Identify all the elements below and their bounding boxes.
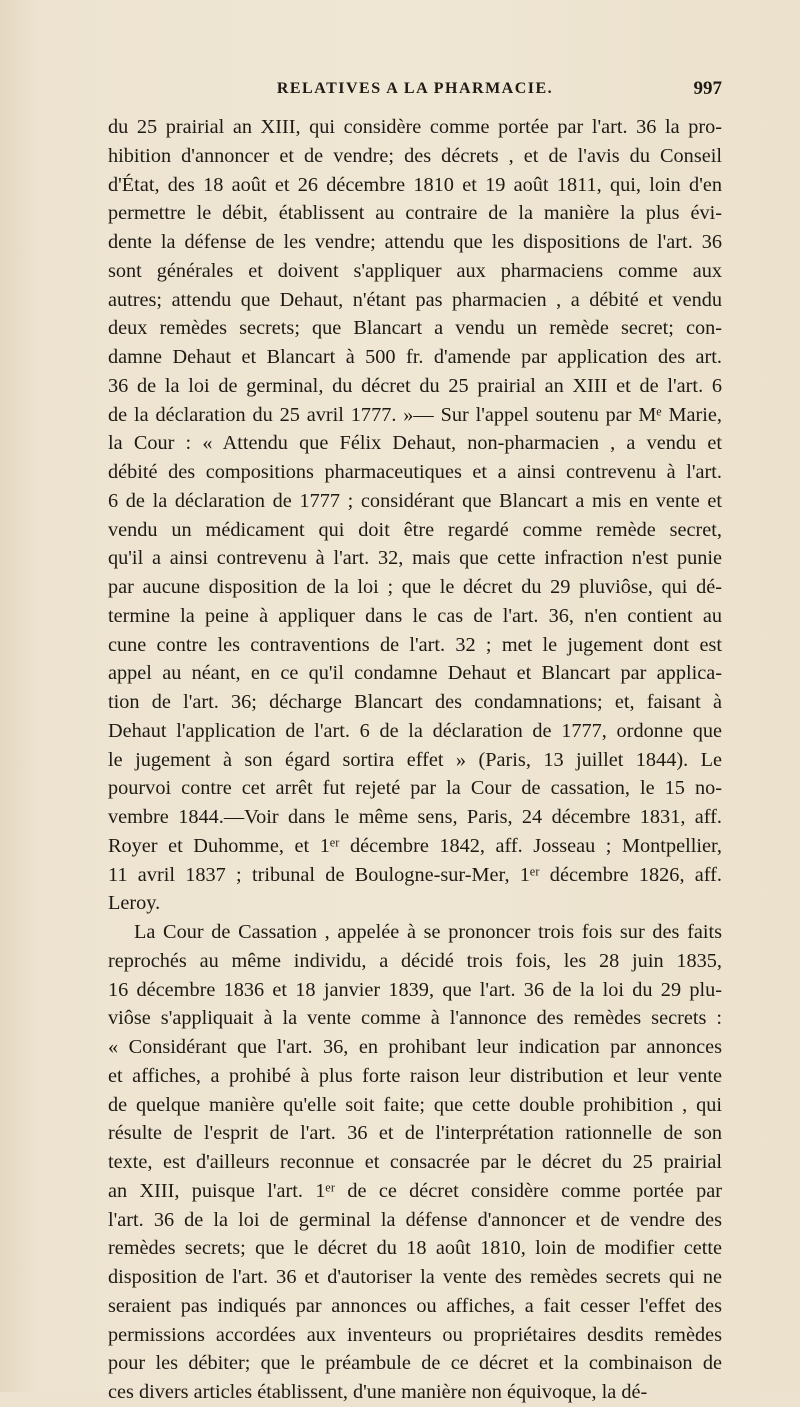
text-line: résulte de l'esprit de l'art. 36 et de l'interprétation rationnelle de son — [108, 1122, 722, 1145]
text-line: autres; attendu que Dehaut, n'étant pas pharmacien , a débité et vendu — [108, 288, 722, 311]
text-line: débité des compositions pharmaceutiques et a ainsi contrevenu à l'art. — [108, 461, 722, 483]
text-line: le jugement à son égard sortira effet » (Paris, 13 juillet 1844). Le — [108, 748, 722, 771]
text-line: de la déclaration du 25 avril 1777. »— Sur l'appel soutenu par Mᵉ Marie, — [108, 403, 722, 426]
text-line: permissions accordées aux inventeurs ou propriétaires desdits remèdes — [108, 1323, 722, 1346]
text-line: disposition de l'art. 36 et d'autoriser la vente des remèdes secrets qui ne — [108, 1266, 722, 1288]
text-line: la Cour : « Attendu que Félix Dehaut, non-pharmacien , a vendu et — [108, 432, 722, 455]
text-line: Dehaut l'application de l'art. 6 de la déclaration de 1777, ordonne que — [108, 719, 722, 742]
text-line: 16 décembre 1836 et 18 janvier 1839, que l'art. 36 de la loi du 29 plu- — [108, 978, 722, 1001]
text-line: de quelque manière qu'elle soit faite; que cette double prohibition , qui — [108, 1093, 722, 1116]
text-line: reprochés au même individu, a décidé trois fois, les 28 juin 1835, — [108, 949, 722, 972]
text-line: cune contre les contraventions de l'art. 32 ; met le jugement dont est — [108, 633, 722, 656]
text-line: damne Dehaut et Blancart à 500 fr. d'amende par application des art. — [108, 346, 722, 368]
text-line: an XIII, puisque l'art. 1ᵉʳ de ce décret considère comme portée par — [108, 1179, 722, 1202]
text-line: vembre 1844.—Voir dans le même sens, Paris, 24 décembre 1831, aff. — [108, 806, 722, 828]
text-line: tion de l'art. 36; décharge Blancart des condamnations; et, faisant à — [108, 691, 722, 713]
text-line: 6 de la déclaration de 1777 ; considérant que Blancart a mis en vente et — [108, 489, 722, 512]
text-line: l'art. 36 de la loi de germinal la défense d'annoncer et de vendre des — [108, 1208, 722, 1231]
text-line: sont générales et doivent s'appliquer aux pharmaciens comme aux — [108, 259, 722, 282]
paragraph-2 — [108, 918, 722, 1407]
paragraph-1 — [108, 113, 722, 918]
text-line: viôse s'appliquait à la vente comme à l'annonce des remèdes secrets : — [108, 1007, 722, 1030]
text-line: dente la défense de les vendre; attendu que les dispositions de l'art. 36 — [108, 231, 722, 253]
text-line: du 25 prairial an XIII, qui considère comme portée par l'art. 36 la pro- — [108, 116, 722, 138]
running-head-title: RELATIVES A LA PHARMACIE. — [276, 80, 554, 97]
text-line: 36 de la loi de germinal, du décret du 25 prairial an XIII et de l'art. 6 — [108, 374, 722, 397]
text-line: appel au néant, en ce qu'il condamne Dehaut et Blancart par applica- — [108, 662, 722, 685]
text-line: seraient pas indiqués par annonces ou affiches, a fait cesser l'effet des — [108, 1294, 722, 1317]
text-line: qu'il a ainsi contrevenu à l'art. 32, mais que cette infraction n'est punie — [108, 547, 722, 570]
text-line: vendu un médicament qui doit être regardé comme remède secret, — [108, 518, 722, 541]
text-line: d'État, des 18 août et 26 décembre 1810 et 19 août 1811, qui, loin d'en — [108, 173, 722, 196]
text-line: pourvoi contre cet arrêt fut rejeté par la Cour de cassation, le 15 no- — [108, 777, 722, 800]
text-line: deux remèdes secrets; que Blancart a vendu un remède secret; con- — [108, 317, 722, 340]
body-text — [108, 113, 722, 1407]
text-line: permettre le débit, établissent au contraire de la manière la plus évi- — [108, 202, 722, 225]
text-line: ces divers articles établissent, d'une manière non équivoque, la dé- — [108, 1381, 648, 1403]
text-line: et affiches, a prohibé à plus forte raison leur distribution et leur vente — [108, 1064, 722, 1087]
text-line: par aucune disposition de la loi ; que le décret du 29 pluviôse, qui dé- — [108, 576, 722, 598]
text-line: termine la peine à appliquer dans le cas de l'art. 36, n'en contient au — [108, 604, 722, 627]
page-number: 997 — [693, 78, 722, 99]
text-line: Leroy. — [108, 892, 161, 915]
text-line: Royer et Duhomme, et 1ᵉʳ décembre 1842, aff. Josseau ; Montpellier, — [108, 834, 722, 857]
text-line: « Considérant que l'art. 36, en prohibant leur indication par annonces — [108, 1036, 722, 1058]
text-line: texte, est d'ailleurs reconnue et consacrée par le décret du 25 prairial — [108, 1151, 722, 1173]
text-line: pour les débiter; que le préambule de ce décret et la combinaison de — [108, 1352, 722, 1375]
text-line: 11 avril 1837 ; tribunal de Boulogne-sur-Mer, 1ᵉʳ décembre 1826, aff. — [108, 863, 722, 886]
text-line: La Cour de Cassation , appelée à se prononcer trois fois sur des faits — [134, 921, 722, 943]
text-line: remèdes secrets; que le décret du 18 août 1810, loin de modifier cette — [108, 1237, 722, 1260]
running-head — [108, 80, 722, 110]
text-line: hibition d'annoncer et de vendre; des décrets , et de l'avis du Conseil — [108, 144, 722, 167]
